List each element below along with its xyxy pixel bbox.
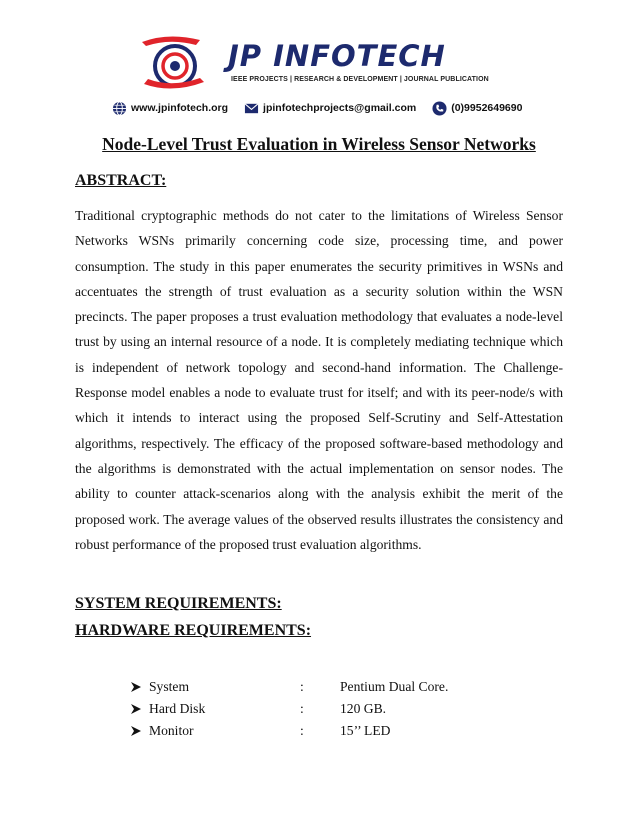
envelope-icon [244, 101, 259, 116]
phone-icon [432, 101, 447, 116]
document-title: Node-Level Trust Evaluation in Wireless Sensor Networks [102, 134, 536, 154]
hardware-separator: : [300, 723, 304, 738]
email-contact [244, 101, 416, 116]
hardware-separator: : [300, 679, 304, 694]
hardware-key: Monitor [149, 723, 194, 738]
contact-bar [112, 98, 542, 118]
email-link[interactable]: jpinfotechprojects@gmail.com [263, 102, 417, 114]
list-item [129, 676, 549, 698]
hardware-list [129, 676, 549, 742]
website-link[interactable]: www.jpinfotech.org [131, 102, 229, 114]
abstract-text: Traditional cryptographic methods do not cater to the limitations of Wireless Sensor Networks WSNs primarily concerning code size, processing time, and power consumption. The study in this paper enumerates the security primitives in WSNs and accentuates the strength of trust evaluation as a security solution within the WSN precincts. The paper proposes a trust evaluation methodology that evaluates a node-level trust by using an internal resource of a node. It is completely mediating technique which is independent of network topology and second-hand information. The Challenge-Response model enables a node to evaluate trust for itself; and with its peer-node/s with which it intends to interact using the proposed Self-Scrutiny and Self-Attestation algorithms, respectively. The efficacy of the proposed software-based methodology and the algorithms is demonstrated with the actual implementation on sensor nodes. The ability to counter attack-scenarios along with the analysis exhibit the merit of the proposed work. The average values of the observed results illustrates the consistency and robust performance of the proposed trust evaluation algorithms. [75, 208, 563, 552]
target-logo-icon [138, 32, 208, 94]
hardware-value: 15’’ LED [340, 723, 391, 738]
globe-icon [112, 101, 127, 116]
website-contact [112, 101, 228, 116]
letterhead-logo [138, 32, 508, 94]
hardware-requirements-heading: HARDWARE REQUIREMENTS: [75, 622, 312, 639]
arrow-bullet-icon [129, 720, 143, 742]
arrow-bullet-icon [129, 698, 143, 720]
hardware-value: 120 GB. [340, 701, 387, 716]
abstract-heading: ABSTRACT: [75, 172, 167, 189]
hardware-key: System [149, 679, 190, 694]
brand-name: JP INFOTECH [228, 39, 446, 73]
hardware-key: Hard Disk [149, 701, 206, 716]
arrow-bullet-icon [129, 676, 143, 698]
hardware-separator: : [300, 701, 304, 716]
phone-number: (0)9952649690 [451, 102, 523, 114]
brand-tagline: IEEE PROJECTS | RESEARCH & DEVELOPMENT | JOURNAL PUBLICATION [231, 76, 489, 83]
phone-contact [432, 101, 522, 116]
list-item [129, 720, 549, 742]
system-requirements-heading: SYSTEM REQUIREMENTS: [75, 595, 282, 612]
list-item [129, 698, 549, 720]
hardware-value: Pentium Dual Core. [340, 679, 449, 694]
